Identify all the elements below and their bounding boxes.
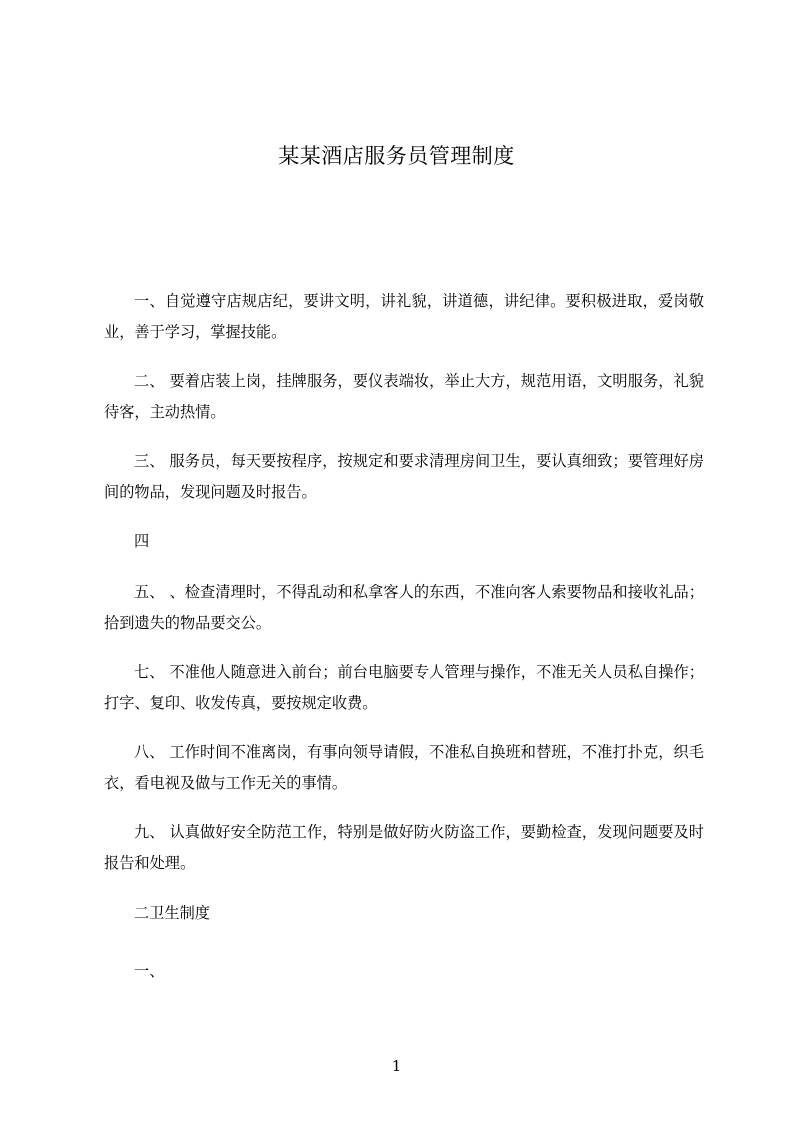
paragraph-rule-8: 八、 工作时间不准离岗，有事向领导请假，不准私自换班和替班，不准打扑克，织毛衣，看电视及做与工作无关的事情。 (104, 743, 704, 792)
paragraph-rule-7: 七、 不准他人随意进入前台；前台电脑要专人管理与操作，不准无关人员私自操作；打字、复印、收发传真，要按规定收费。 (104, 663, 704, 712)
document-title: 某某酒店服务员管理制度 (278, 144, 515, 168)
paragraph-hygiene-1: 一、 (134, 962, 165, 980)
paragraph-rule-1: 一、自觉遵守店规店纪，要讲文明，讲礼貌，讲道德，讲纪律。要积极进取，爱岗敬业，善于学习，掌握技能。 (104, 292, 704, 341)
paragraph-rule-3: 三、 服务员，每天要按程序，按规定和要求清理房间卫生，要认真细致；要管理好房间的物品，发现问题及时报告。 (104, 452, 704, 501)
paragraph-rule-2: 二、 要着店装上岗，挂牌服务，要仪表端妆，举止大方，规范用语，文明服务，礼貌待客，主动热情。 (104, 372, 704, 421)
paragraph-rule-5: 五、 、检查清理时，不得乱动和私拿客人的东西，不准向客人索要物品和接收礼品；拾到遗失的物品要交公。 (104, 583, 704, 632)
paragraph-rule-9: 九、 认真做好安全防范工作，特别是做好防火防盗工作，要勤检查，发现问题要及时报告和处理。 (104, 823, 704, 872)
section-heading-hygiene: 二卫生制度 (134, 904, 210, 922)
paragraph-rule-4: 四 (134, 532, 150, 550)
page-number: 1 (391, 1057, 402, 1075)
